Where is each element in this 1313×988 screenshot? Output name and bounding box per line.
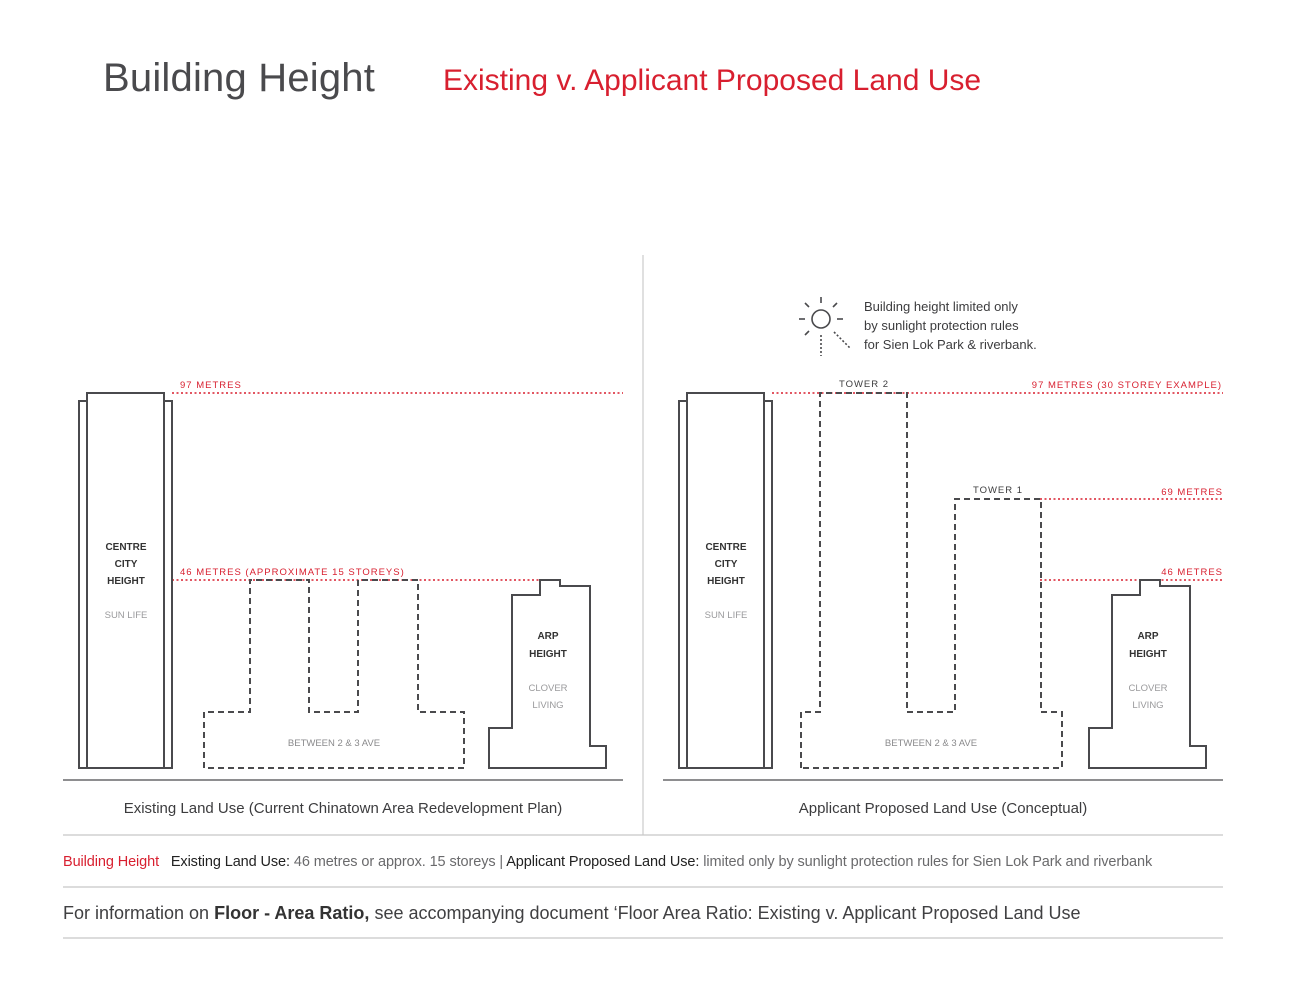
right-label-69: 69 METRES — [1161, 487, 1223, 498]
left-caption: Existing Land Use (Current Chinatown Area Redevelopment Plan) — [123, 800, 563, 817]
footer-info-suffix: see accompanying document ‘Floor Area Ratio: Existing v. Applicant Proposed Land Use — [369, 903, 1081, 923]
right-arp-sub1: CLOVER — [1128, 683, 1168, 694]
left-centre-city-line2: CITY — [114, 559, 138, 570]
left-panel — [63, 380, 623, 817]
footer-proposed-text: limited only by sunlight protection rules for Sien Lok Park and riverbank — [699, 854, 1153, 870]
right-caption: Applicant Proposed Land Use (Conceptual) — [798, 800, 1088, 817]
left-arp-sub1: CLOVER — [528, 683, 568, 694]
footer-info-line — [63, 903, 1223, 924]
tower-2-label: TOWER 2 — [838, 379, 890, 390]
right-label-46: 46 METRES — [1161, 567, 1223, 578]
left-label-97: 97 METRES — [180, 380, 242, 391]
sun-note-line1: Building height limited only — [864, 299, 1018, 314]
right-centre-city-line3: HEIGHT — [707, 576, 745, 587]
page-title: Building Height — [103, 56, 376, 100]
sun-note-line3: for Sien Lok Park & riverbank. — [864, 337, 1037, 352]
left-centre-city-line3: HEIGHT — [107, 576, 145, 587]
sun-icon — [799, 297, 850, 356]
right-centre-city-line2: CITY — [714, 559, 738, 570]
left-arp-building — [489, 580, 606, 768]
left-centre-city-sub: SUN LIFE — [104, 610, 148, 621]
left-middle-label: BETWEEN 2 & 3 AVE — [287, 738, 381, 749]
footer-info-bold: Floor - Area Ratio, — [214, 903, 370, 923]
footer-building-height-summary — [63, 854, 1223, 870]
right-middle-label: BETWEEN 2 & 3 AVE — [884, 738, 978, 749]
right-arp-line1: ARP — [1137, 631, 1159, 642]
left-arp-line2: HEIGHT — [529, 649, 567, 660]
right-label-97: 97 METRES (30 STOREY EXAMPLE) — [1031, 380, 1222, 391]
right-panel — [663, 297, 1223, 817]
left-arp-line1: ARP — [537, 631, 559, 642]
footer-bh-label: Building Height — [63, 854, 160, 870]
right-arp-building — [1089, 580, 1206, 768]
footer-existing-text: 46 metres or approx. 15 storeys | — [289, 854, 507, 870]
right-arp-line2: HEIGHT — [1129, 649, 1167, 660]
left-arp-sub2: LIVING — [532, 700, 564, 711]
right-arp-sub2: LIVING — [1132, 700, 1164, 711]
left-label-46: 46 METRES (APPROXIMATE 15 STOREYS) — [180, 567, 405, 578]
right-centre-city-line1: CENTRE — [705, 542, 747, 553]
right-centre-city-sub: SUN LIFE — [704, 610, 748, 621]
tower-1-label: TOWER 1 — [972, 485, 1024, 496]
page-subtitle: Existing v. Applicant Proposed Land Use — [443, 64, 982, 97]
left-centre-city-line1: CENTRE — [105, 542, 147, 553]
footer-existing-label: Existing Land Use: — [170, 854, 290, 870]
footer-info-prefix: For information on — [63, 903, 215, 923]
right-towers-podium — [801, 393, 1062, 768]
footer-proposed-label: Applicant Proposed Land Use: — [506, 854, 700, 870]
sun-note-line2: by sunlight protection rules — [864, 318, 1019, 333]
